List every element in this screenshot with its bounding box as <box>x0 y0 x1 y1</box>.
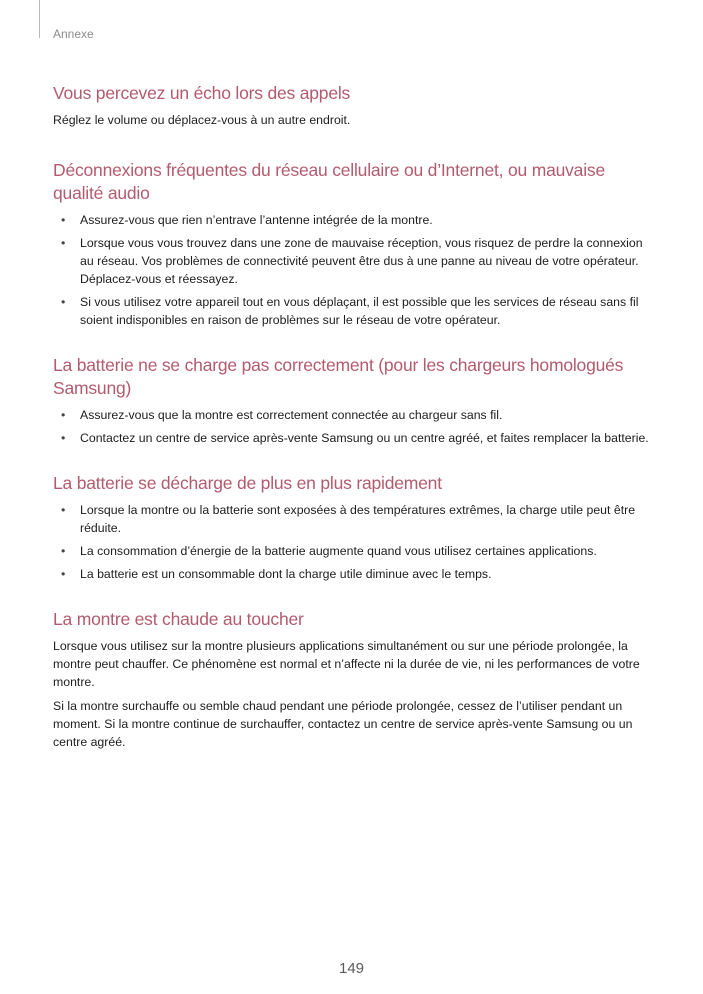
list-item <box>53 542 653 560</box>
bullet-icon: • <box>61 567 66 581</box>
section-paragraph: Réglez le volume ou déplacez-vous à un autre endroit. <box>53 113 351 127</box>
section-charging <box>53 354 653 447</box>
bullet-icon: • <box>61 236 66 250</box>
list-item <box>53 211 653 229</box>
section-title: La batterie se décharge de plus en plus rapidement <box>53 473 442 493</box>
section-battery-drain <box>53 472 653 583</box>
list-item <box>53 565 653 583</box>
page-number: 149 <box>338 960 365 977</box>
list-item-text: Lorsque la montre ou la batterie sont exposées à des températures extrêmes, la charge utile peut être réduite. <box>80 503 636 535</box>
section-network <box>53 159 653 329</box>
list-item-text: Assurez-vous que la montre est correctement connectée au chargeur sans fil. <box>80 408 503 422</box>
bullet-icon: • <box>61 503 66 517</box>
header-rule <box>39 0 40 38</box>
section-hot-watch <box>53 608 653 751</box>
section-title: Vous percevez un écho lors des appels <box>53 83 351 103</box>
list-item-text: Contactez un centre de service après-vente Samsung ou un centre agréé, et faites remplacer la batterie. <box>80 431 649 445</box>
section-echo <box>53 82 653 129</box>
section-title: La batterie ne se charge pas correctement (pour les chargeurs homologués Samsung) <box>53 355 624 398</box>
bullet-list <box>53 501 653 583</box>
section-paragraph: Lorsque vous utilisez sur la montre plusieurs applications simultanément ou sur une période prolongée, la montre peut chauffer. Ce phénomène est normal et n’affecte ni la durée de vie, ni les performances de votre montre. <box>53 639 640 689</box>
section-paragraph: Si la montre surchauffe ou semble chaud pendant une période prolongée, cessez de l’utiliser pendant un moment. Si la montre continue de surchauffer, contactez un centre de service après-vente Samsung ou un centre agréé. <box>53 699 633 749</box>
bullet-icon: • <box>61 544 66 558</box>
bullet-list <box>53 211 653 329</box>
list-item-text: La consommation d’énergie de la batterie augmente quand vous utilisez certaines applications. <box>80 544 597 558</box>
list-item-text: Lorsque vous vous trouvez dans une zone de mauvaise réception, vous risquez de perdre la connexion au réseau. Vos problèmes de connectivité peuvent être dus à une panne au niveau de votre opérateur. Déplacez-vous et réessayez. <box>80 236 643 286</box>
page-content <box>53 82 653 776</box>
list-item-text: Si vous utilisez votre appareil tout en vous déplaçant, il est possible que les services de réseau sans fil soient indisponibles en raison de problèmes sur le réseau de votre opérateur. <box>80 295 639 327</box>
list-item <box>53 406 653 424</box>
list-item <box>53 293 653 329</box>
list-item <box>53 501 653 537</box>
bullet-icon: • <box>61 213 66 227</box>
header-label: Annexe <box>53 27 94 41</box>
list-item <box>53 234 653 288</box>
bullet-icon: • <box>61 408 66 422</box>
list-item <box>53 429 653 447</box>
list-item-text: Assurez-vous que rien n’entrave l’antenne intégrée de la montre. <box>80 213 433 227</box>
bullet-list <box>53 406 653 447</box>
section-title: Déconnexions fréquentes du réseau cellulaire ou d’Internet, ou mauvaise qualité audio <box>53 160 605 203</box>
bullet-icon: • <box>61 295 66 309</box>
section-title: La montre est chaude au toucher <box>53 609 304 629</box>
list-item-text: La batterie est un consommable dont la charge utile diminue avec le temps. <box>80 567 492 581</box>
bullet-icon: • <box>61 431 66 445</box>
